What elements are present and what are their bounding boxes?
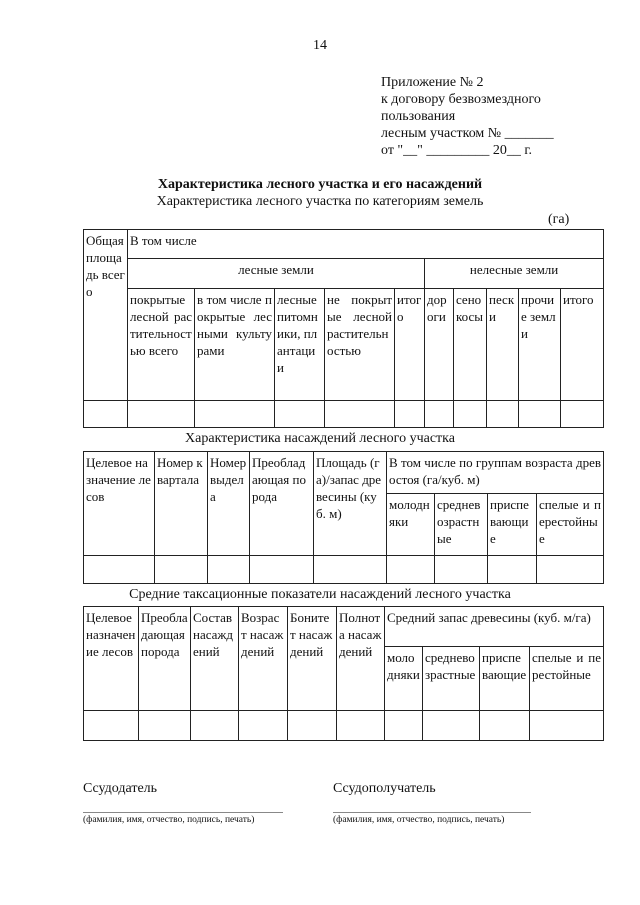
header-cell: приспевающие [480, 647, 530, 711]
header-cell: молодняки [387, 494, 435, 556]
plantings-table [83, 451, 604, 584]
table-cell[interactable] [208, 556, 250, 584]
table-cell[interactable] [337, 711, 385, 741]
table-cell[interactable] [454, 401, 487, 428]
table-cell[interactable] [84, 401, 128, 428]
header-cell: Бонитет насаждений [288, 607, 337, 711]
header-average-stock: Средний запас древесины (куб. м/га) [385, 607, 604, 647]
header-cell: Целевое назначение лесов [84, 607, 139, 711]
borrower-signature-line[interactable] [333, 812, 531, 813]
appendix-line: пользования [381, 109, 456, 124]
table1-unit: (га) [548, 212, 570, 227]
table-cell[interactable] [425, 401, 454, 428]
appendix-header [381, 74, 554, 159]
header-cell: дороги [425, 289, 454, 401]
table-cell[interactable] [250, 556, 314, 584]
table-cell[interactable] [275, 401, 325, 428]
appendix-line: к договору безвозмездного [381, 92, 541, 107]
header-cell: средневозрастные [435, 494, 488, 556]
borrower-signature-note: (фамилия, имя, отчество, подпись, печать) [333, 815, 505, 825]
table-cell[interactable] [423, 711, 480, 741]
table1-title: Характеристика лесного участка по категориям земель [156, 194, 484, 209]
header-cell: в том числе покрытые лесными культурами [195, 289, 275, 401]
lender-signature-note: (фамилия, имя, отчество, подпись, печать) [83, 815, 255, 825]
header-cell: не покрытые лесной растительностью [325, 289, 395, 401]
table-cell[interactable] [385, 711, 423, 741]
header-cell: спелые и перестойные [530, 647, 604, 711]
table-cell[interactable] [288, 711, 337, 741]
table-cell[interactable] [487, 401, 519, 428]
header-age-groups: В том числе по группам возраста древостоя (га/куб. м) [387, 452, 604, 494]
table-cell[interactable] [84, 556, 155, 584]
header-cell: Номер квартала [155, 452, 208, 556]
header-cell: Номер выдела [208, 452, 250, 556]
header-cell: Преобладающая порода [139, 607, 191, 711]
table-cell[interactable] [395, 401, 425, 428]
table-cell[interactable] [435, 556, 488, 584]
appendix-line: от "__" _________ 20__ г. [381, 143, 533, 158]
table-cell[interactable] [537, 556, 604, 584]
table-cell[interactable] [155, 556, 208, 584]
main-title: Характеристика лесного участка и его насаждений [157, 177, 483, 192]
table-cell[interactable] [325, 401, 395, 428]
table-cell[interactable] [128, 401, 195, 428]
table-cell[interactable] [561, 401, 604, 428]
table-row [84, 401, 604, 428]
table-row [84, 556, 604, 584]
header-cell: Возраст насаждений [239, 607, 288, 711]
taxation-table [83, 606, 604, 741]
table-cell[interactable] [139, 711, 191, 741]
table-cell[interactable] [314, 556, 387, 584]
header-total-area: Общая площадь всего [84, 230, 128, 401]
header-cell: покрытые лесной растительностью всего [128, 289, 195, 401]
header-cell: молодняки [385, 647, 423, 711]
header-cell: Полнота насаждений [337, 607, 385, 711]
table-cell[interactable] [195, 401, 275, 428]
header-cell: приспевающие [488, 494, 537, 556]
table-cell[interactable] [387, 556, 435, 584]
header-cell: спелые и перестойные [537, 494, 604, 556]
table-cell[interactable] [519, 401, 561, 428]
header-including: В том числе [128, 230, 604, 259]
table3-title: Средние таксационные показатели насаждений лесного участка [129, 587, 511, 602]
lender-signature-line[interactable] [83, 812, 283, 813]
header-cell: Площадь (га)/запас древесины (куб. м) [314, 452, 387, 556]
borrower-label: Ссудополучатель [333, 781, 436, 796]
header-cell: прочие земли [519, 289, 561, 401]
appendix-line: Приложение № 2 [381, 75, 484, 90]
header-cell: Состав насаждений [191, 607, 239, 711]
header-cell: лесные питомники, плантации [275, 289, 325, 401]
page-number: 14 [313, 38, 327, 53]
header-cell: итого [395, 289, 425, 401]
table-cell[interactable] [530, 711, 604, 741]
appendix-line: лесным участком № _______ [381, 126, 554, 141]
table-cell[interactable] [239, 711, 288, 741]
header-cell: сенокосы [454, 289, 487, 401]
header-forest-lands: лесные земли [128, 259, 425, 289]
header-cell: Целевое назначение лесов [84, 452, 155, 556]
table-cell[interactable] [84, 711, 139, 741]
table2-title: Характеристика насаждений лесного участка [185, 431, 455, 446]
table-cell[interactable] [488, 556, 537, 584]
table-row [84, 711, 604, 741]
header-cell: средневозрастные [423, 647, 480, 711]
header-cell: пески [487, 289, 519, 401]
header-cell: итого [561, 289, 604, 401]
header-nonforest-lands: нелесные земли [425, 259, 604, 289]
table-cell[interactable] [191, 711, 239, 741]
header-cell: Преобладающая порода [250, 452, 314, 556]
table-cell[interactable] [480, 711, 530, 741]
lender-label: Ссудодатель [83, 781, 158, 796]
land-category-table [83, 229, 604, 428]
